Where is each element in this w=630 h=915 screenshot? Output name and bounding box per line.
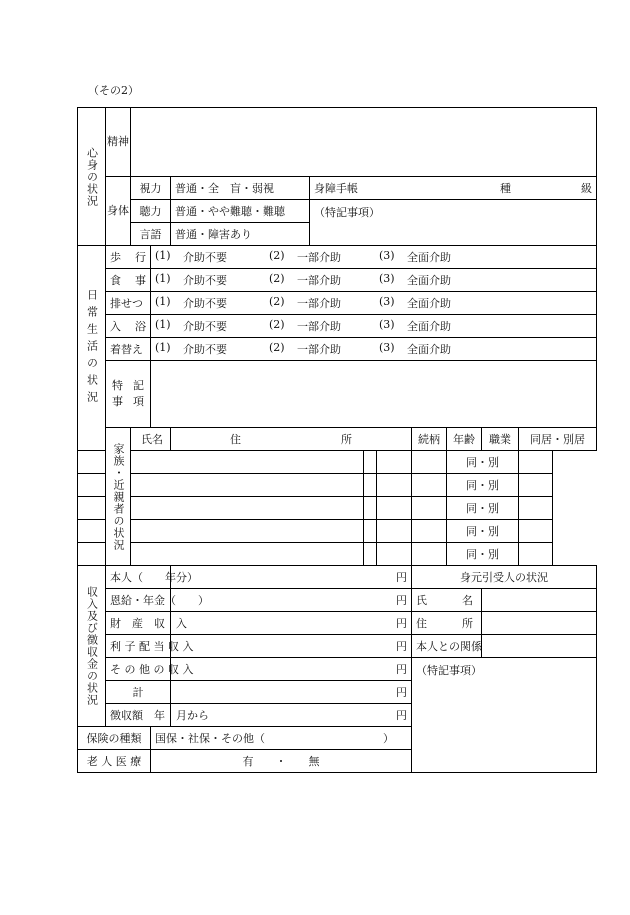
income-total-label: 計 <box>106 681 171 704</box>
cert-label: 身障手帳 <box>314 182 358 195</box>
family-job-cell[interactable] <box>412 543 447 566</box>
page-label: （その2） <box>88 84 139 97</box>
family-living-cell[interactable]: 同・別 <box>447 451 519 474</box>
body-label: 身体 <box>106 177 131 246</box>
table-row <box>78 520 597 543</box>
table-row <box>78 474 597 497</box>
family-header-job: 職業 <box>482 428 519 451</box>
daily-item-label: 歩 行 <box>106 246 151 269</box>
daily-options-bath[interactable]: (1) 介助不要 (2) 一部介助 (3) 全面介助 <box>151 315 597 338</box>
guarantor-address-field[interactable] <box>482 612 597 635</box>
care-form-table <box>77 107 597 773</box>
mental-field[interactable] <box>131 108 597 177</box>
family-header-address: 住 所 <box>171 428 412 451</box>
family-job-cell[interactable] <box>412 474 447 497</box>
sight-label: 視力 <box>131 177 171 200</box>
family-living-cell[interactable]: 同・別 <box>447 474 519 497</box>
family-job-cell[interactable] <box>412 451 447 474</box>
family-age-cell[interactable] <box>377 520 412 543</box>
yen-unit: 円 <box>396 594 407 607</box>
family-header-age: 年齢 <box>447 428 482 451</box>
guarantor-name-label: 氏 名 <box>412 589 482 612</box>
yen-unit: 円 <box>396 617 407 630</box>
family-note-cell[interactable] <box>519 474 553 497</box>
speech-options[interactable]: 普通・障害あり <box>171 223 310 246</box>
family-header-name: 氏 名 <box>131 428 171 451</box>
cert-kind: 種 <box>500 182 512 195</box>
guarantor-title: 身元引受人の状況 <box>412 566 597 589</box>
daily-item-label: 排せつ <box>106 292 151 315</box>
section-family: 家族・近親者の状況 <box>106 428 131 566</box>
yen-unit: 円 <box>396 640 407 653</box>
table-row <box>78 497 597 520</box>
income-other-label: そ の 他 の 収 入 <box>106 658 171 681</box>
yen-unit: 円 <box>396 686 407 699</box>
income-interest-amount[interactable] <box>171 635 412 658</box>
mental-label: 精神 <box>106 108 131 177</box>
guarantor-relation-field[interactable] <box>482 635 597 658</box>
family-living-cell[interactable]: 同・別 <box>447 543 519 566</box>
family-age-cell[interactable] <box>377 451 412 474</box>
family-address-cell[interactable] <box>131 451 364 474</box>
section-income: 収入及び徴収金の状況 <box>78 566 106 727</box>
income-other-amount[interactable] <box>171 658 412 681</box>
guarantor-special-notes[interactable] <box>412 658 597 773</box>
income-self-label: 本人（ 年分） <box>106 566 171 589</box>
family-header-living: 同居・別居 <box>519 428 597 451</box>
family-relation-cell[interactable] <box>364 543 377 566</box>
table-row <box>78 451 597 474</box>
family-relation-cell[interactable] <box>364 497 377 520</box>
family-address-cell[interactable] <box>131 543 364 566</box>
section-mind-body: 心身の状況 <box>78 108 106 246</box>
cert-grade: 級 <box>581 182 593 195</box>
daily-item-label: 着替え <box>106 338 151 361</box>
elderly-care-options[interactable]: 有 ・ 無 <box>151 750 412 773</box>
daily-item-label: 入 浴 <box>106 315 151 338</box>
daily-notes-label: 特 記 事 項 <box>106 361 151 428</box>
family-header-relation: 続柄 <box>412 428 447 451</box>
guarantor-name-field[interactable] <box>482 589 597 612</box>
elderly-care-label: 老 人 医 療 <box>78 750 151 773</box>
hearing-options[interactable]: 普通・やや難聴・難聴 <box>171 200 310 223</box>
family-age-cell[interactable] <box>377 543 412 566</box>
insurance-label: 保険の種類 <box>78 727 151 750</box>
income-pension-label: 恩給・年金（ ） <box>106 589 171 612</box>
family-relation-cell[interactable] <box>364 451 377 474</box>
disability-cert-field[interactable] <box>310 177 597 200</box>
family-address-cell[interactable] <box>131 474 364 497</box>
mind-special-notes[interactable] <box>310 200 597 246</box>
family-job-cell[interactable] <box>412 497 447 520</box>
income-collect-label: 徴収額 年 月から <box>106 704 171 727</box>
family-living-cell[interactable]: 同・別 <box>447 497 519 520</box>
yen-unit: 円 <box>396 663 407 676</box>
daily-options-walk[interactable]: (1) 介助不要 (2) 一部介助 (3) 全面介助 <box>151 246 597 269</box>
income-total-amount[interactable] <box>171 681 412 704</box>
guarantor-special-label: （特記事項） <box>416 664 482 677</box>
yen-unit: 円 <box>396 709 407 722</box>
family-address-cell[interactable] <box>131 520 364 543</box>
family-job-cell[interactable] <box>412 520 447 543</box>
special-label: （特記事項） <box>314 206 380 219</box>
speech-label: 言語 <box>131 223 171 246</box>
family-living-cell[interactable]: 同・別 <box>447 520 519 543</box>
table-row <box>78 543 597 566</box>
daily-options-dressing[interactable]: (1) 介助不要 (2) 一部介助 (3) 全面介助 <box>151 338 597 361</box>
income-interest-label: 利 子 配 当 収 入 <box>106 635 171 658</box>
income-property-amount[interactable] <box>171 612 412 635</box>
family-address-cell[interactable] <box>131 497 364 520</box>
guarantor-address-label: 住 所 <box>412 612 482 635</box>
yen-unit: 円 <box>396 571 407 584</box>
family-age-cell[interactable] <box>377 497 412 520</box>
family-note-cell[interactable] <box>519 451 553 474</box>
family-age-cell[interactable] <box>377 474 412 497</box>
income-property-label: 財 産 収 入 <box>106 612 171 635</box>
daily-options-meal[interactable]: (1) 介助不要 (2) 一部介助 (3) 全面介助 <box>151 269 597 292</box>
daily-item-label: 食 事 <box>106 269 151 292</box>
family-relation-cell[interactable] <box>364 474 377 497</box>
family-relation-cell[interactable] <box>364 520 377 543</box>
family-note-cell[interactable] <box>519 520 553 543</box>
hearing-label: 聴力 <box>131 200 171 223</box>
daily-notes-field[interactable] <box>151 361 597 428</box>
family-note-cell[interactable] <box>519 543 553 566</box>
sight-options[interactable]: 普通・全 盲・弱視 <box>171 177 310 200</box>
guarantor-relation-label: 本人との関係 <box>412 635 482 658</box>
daily-options-excretion[interactable]: (1) 介助不要 (2) 一部介助 (3) 全面介助 <box>151 292 597 315</box>
section-daily: 日常生活の状況 <box>78 246 106 451</box>
insurance-field[interactable]: 国保・社保・その他（ ） <box>151 727 412 750</box>
income-self-amount[interactable] <box>171 566 412 589</box>
family-note-cell[interactable] <box>519 497 553 520</box>
